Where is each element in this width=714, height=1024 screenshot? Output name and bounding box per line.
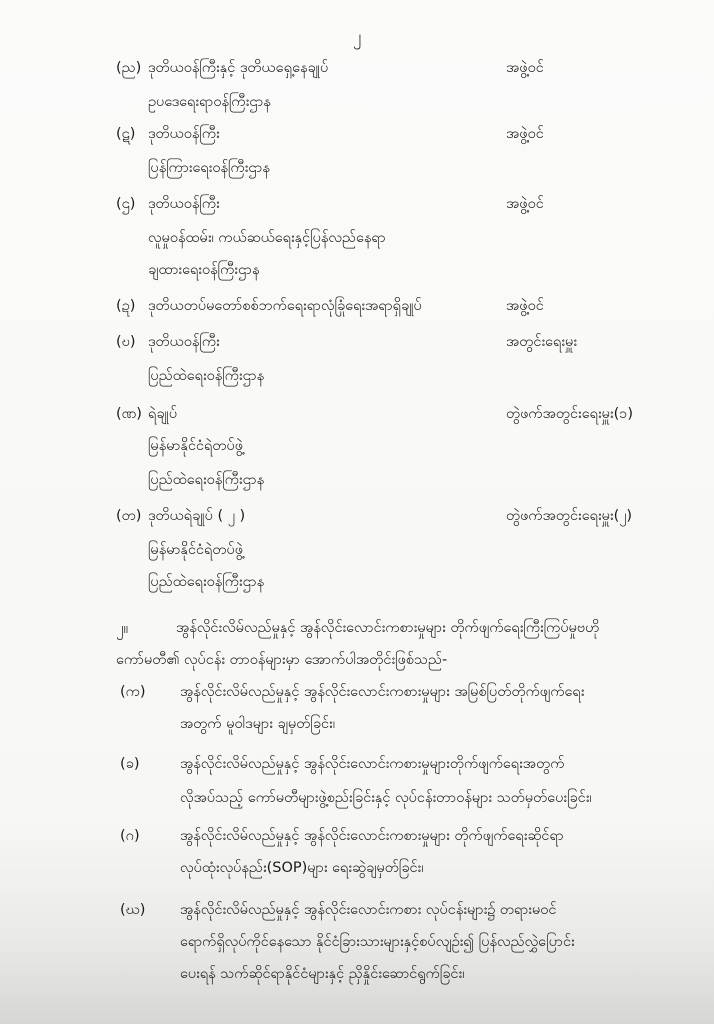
member-role: အဖွဲ့ဝင် [506, 60, 544, 76]
item-number: (ည) [116, 60, 142, 76]
member-ministry: မြန်မာနိုင်ငံရဲတပ်ဖွဲ့ [148, 438, 244, 454]
duty-text: အွန်လိုင်းလိမ်လည်မှုနှင့် အွန်လိုင်းလောင်းကစားမှုများတိုက်ဖျက်ရေးအတွက် [180, 756, 565, 772]
item-number: (ဌ) [116, 196, 136, 212]
item-number: (တ) [116, 508, 142, 524]
section-number: ၂။ [116, 619, 128, 637]
item-number: (ခ) [120, 756, 140, 772]
member-role: တွဲဖက်အတွင်းရေးမှူး(၁) [506, 406, 634, 422]
duty-text: ရောက်ရှိလုပ်ကိုင်နေသော နိုင်ငံခြားသားများနှင့်စပ်လျဉ်း၍ ပြန်လည်လွှဲပြောင်း [180, 934, 575, 950]
duty-text: အွန်လိုင်းလိမ်လည်မှုနှင့် အွန်လိုင်းလောင်းကစားမှုများ အမြစ်ပြတ်တိုက်ဖျက်ရေး [180, 684, 585, 700]
member-title: ဒုတိယဝန်ကြီး [148, 196, 220, 212]
member-title: ဒုတိယဝန်ကြီး [148, 334, 220, 350]
member-role: အဖွဲ့ဝင် [506, 126, 544, 142]
duty-text: အတွက် မူဝါဒများ ချမှတ်ခြင်း၊ [180, 716, 336, 732]
member-ministry: ချထားရေးဝန်ကြီးဌာန [148, 262, 260, 278]
duty-text: လိုအပ်သည့် ကော်မတီများဖွဲ့စည်းခြင်းနှင့် လုပ်ငန်းတာဝန်များ သတ်မှတ်ပေးခြင်း၊ [180, 790, 592, 806]
item-number: (ဋ) [116, 126, 136, 142]
member-ministry: ဥပဒေရေးရာဝန်ကြီးဌာန [148, 94, 271, 110]
member-title: ဒုတိယဝန်ကြီးနှင့် ဒုတိယရှေ့နေချုပ် [148, 60, 329, 76]
duty-text: အွန်လိုင်းလိမ်လည်မှုနှင့် အွန်လိုင်းလောင်းကစား လုပ်ငန်းများ၌ တရားမဝင် [180, 902, 557, 918]
member-ministry: ပြည်ထဲရေးဝန်ကြီးဌာန [148, 472, 265, 488]
member-role: အတွင်းရေးမှူး [506, 334, 577, 350]
member-role: အဖွဲ့ဝင် [506, 298, 544, 314]
member-ministry: မြန်မာနိုင်ငံရဲတပ်ဖွဲ့ [148, 542, 244, 558]
item-number: (ဎ) [116, 334, 136, 350]
member-ministry: ပြန်ကြားရေးဝန်ကြီးဌာန [148, 160, 270, 176]
duty-text: လုပ်ထုံးလုပ်နည်း(SOP)များ ရေးဆွဲချမှတ်ခြင်း၊ [180, 860, 424, 876]
member-ministry: လူမှုဝန်ထမ်း၊ ကယ်ဆယ်ရေးနှင့်ပြန်လည်နေရာ [148, 230, 386, 246]
member-title: ဒုတိယရဲချုပ် ( ၂ ) [148, 508, 246, 524]
member-ministry: ပြည်ထဲရေးဝန်ကြီးဌာန [148, 368, 265, 384]
member-role: တွဲဖက်အတွင်းရေးမှူး(၂) [506, 508, 633, 524]
item-number: (ဃ) [120, 902, 146, 918]
section-heading-line: ကော်မတီ၏ လုပ်ငန်း တာဝန်များမှာ အောက်ပါအတိုင်းဖြစ်သည်- [116, 652, 448, 668]
member-title: ဒုတိယဝန်ကြီး [148, 126, 220, 142]
member-ministry: ပြည်ထဲရေးဝန်ကြီးဌာန [148, 574, 265, 590]
duty-text: အွန်လိုင်းလိမ်လည်မှုနှင့် အွန်လိုင်းလောင်းကစားမှုများ တိုက်ဖျက်ရေးဆိုင်ရာ [180, 828, 564, 844]
member-role: အဖွဲ့ဝင် [506, 196, 544, 212]
item-number: (ဂ) [120, 828, 140, 844]
item-number: (ဏ) [116, 406, 142, 422]
item-number: (ဍ) [116, 298, 136, 314]
member-title: ရဲချုပ် [148, 406, 178, 422]
item-number: (က) [120, 684, 146, 700]
member-title: ဒုတိယတပ်မတော်စစ်ဘက်ရေးရာလုံခြုံရေးအရာရှိချုပ် [148, 298, 422, 314]
page-number: ၂ [352, 27, 362, 47]
section-heading-line: အွန်လိုင်းလိမ်လည်မှုနှင့် အွန်လိုင်းလောင်းကစားမှုများ တိုက်ဖျက်ရေးကြီးကြပ်မှုဗဟို [176, 620, 600, 636]
duty-text: ပေးရန် သက်ဆိုင်ရာနိုင်ငံများနှင့် ညှိနှိုင်းဆောင်ရွက်ခြင်း၊ [180, 966, 465, 982]
